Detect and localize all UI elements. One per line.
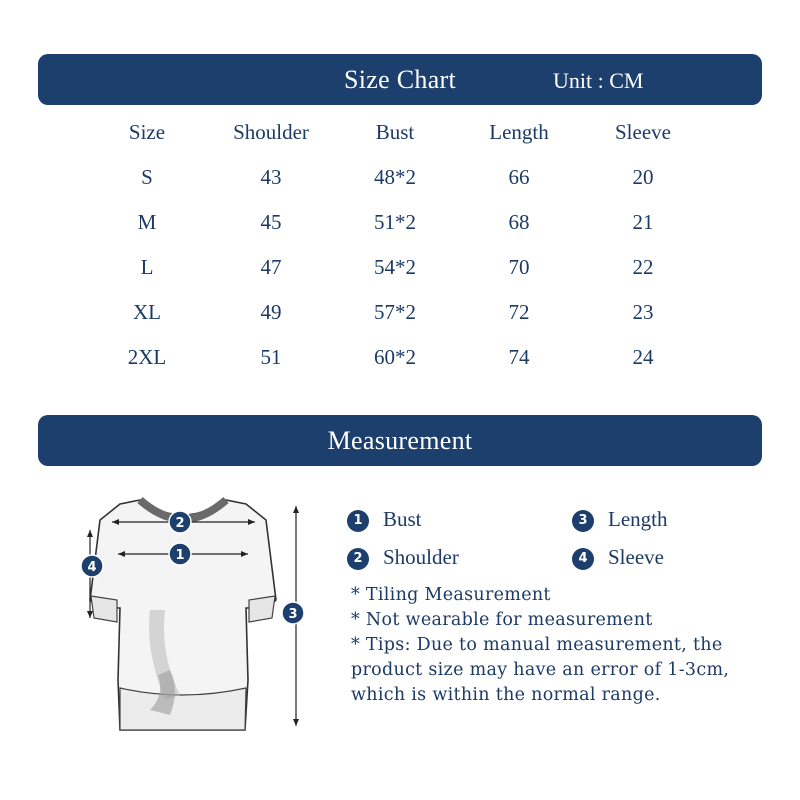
header-shoulder: Shoulder	[233, 120, 309, 144]
cell-size: 2XL	[127, 345, 167, 369]
header-length: Length	[489, 120, 549, 144]
marker-sleeve	[81, 555, 103, 577]
table-row	[85, 200, 705, 245]
cell-bust: 57*2	[374, 300, 416, 324]
legend-number-badge: 4	[572, 548, 594, 570]
legend-label: Bust	[383, 507, 422, 531]
cell-shoulder: 51	[260, 345, 282, 369]
tshirt-outline	[90, 500, 276, 730]
cell-shoulder: 47	[260, 255, 282, 279]
cell-length: 74	[508, 345, 530, 369]
marker-length	[282, 602, 304, 624]
cell-sleeve: 23	[632, 300, 654, 324]
cell-bust: 48*2	[374, 165, 416, 189]
cell-length: 68	[508, 210, 530, 234]
table-row	[85, 290, 705, 335]
cell-shoulder: 45	[260, 210, 282, 234]
legend-label: Length	[608, 507, 668, 531]
table-header-row	[85, 110, 705, 155]
size-chart-title: Size Chart	[343, 65, 457, 94]
cell-size: M	[137, 210, 157, 234]
svg-text:3: 3	[288, 607, 298, 622]
svg-text:2: 2	[175, 516, 185, 531]
cell-sleeve: 24	[632, 345, 654, 369]
legend-sleeve	[572, 544, 664, 570]
header-bust: Bust	[375, 120, 415, 144]
cell-shoulder: 43	[260, 165, 282, 189]
cell-shoulder: 49	[260, 300, 282, 324]
cell-length: 66	[508, 165, 530, 189]
measurement-banner	[38, 415, 762, 466]
unit-label: Unit : CM	[553, 68, 644, 93]
legend-shoulder	[347, 544, 459, 570]
cell-length: 70	[508, 255, 530, 279]
size-chart-banner	[38, 54, 762, 105]
note-tips: * Tips: Due to manual measurement, the product size may have an error of 1-3cm, which is within the normal range.	[351, 635, 730, 705]
table-row	[85, 245, 705, 290]
legend-label: Shoulder	[383, 545, 459, 569]
svg-text:1: 1	[175, 548, 185, 563]
cell-length: 72	[508, 300, 530, 324]
cell-size: S	[141, 165, 153, 189]
table-row	[85, 335, 705, 380]
cell-bust: 60*2	[374, 345, 416, 369]
note-tiling: * Tiling Measurement	[351, 585, 551, 605]
legend-number-badge: 2	[347, 548, 369, 570]
cell-size: L	[140, 255, 154, 279]
legend-label: Sleeve	[608, 545, 664, 569]
marker-bust	[169, 543, 191, 565]
legend-number-badge: 1	[347, 510, 369, 532]
tshirt-diagram	[70, 490, 320, 740]
cell-sleeve: 20	[632, 165, 654, 189]
legend-number-badge: 3	[572, 510, 594, 532]
cell-sleeve: 22	[632, 255, 654, 279]
size-table	[85, 110, 705, 380]
measurement-title: Measurement	[327, 426, 473, 455]
cell-bust: 54*2	[374, 255, 416, 279]
marker-shoulder	[169, 511, 191, 533]
legend-length	[572, 506, 667, 532]
cell-bust: 51*2	[374, 210, 416, 234]
table-row	[85, 155, 705, 200]
measurement-notes	[351, 583, 751, 708]
svg-text:4: 4	[87, 560, 97, 575]
legend-bust	[347, 506, 422, 532]
header-sleeve: Sleeve	[615, 120, 671, 144]
note-not-wearable: * Not wearable for measurement	[351, 610, 653, 630]
cell-sleeve: 21	[632, 210, 654, 234]
cell-size: XL	[133, 300, 161, 324]
header-size: Size	[128, 120, 166, 144]
